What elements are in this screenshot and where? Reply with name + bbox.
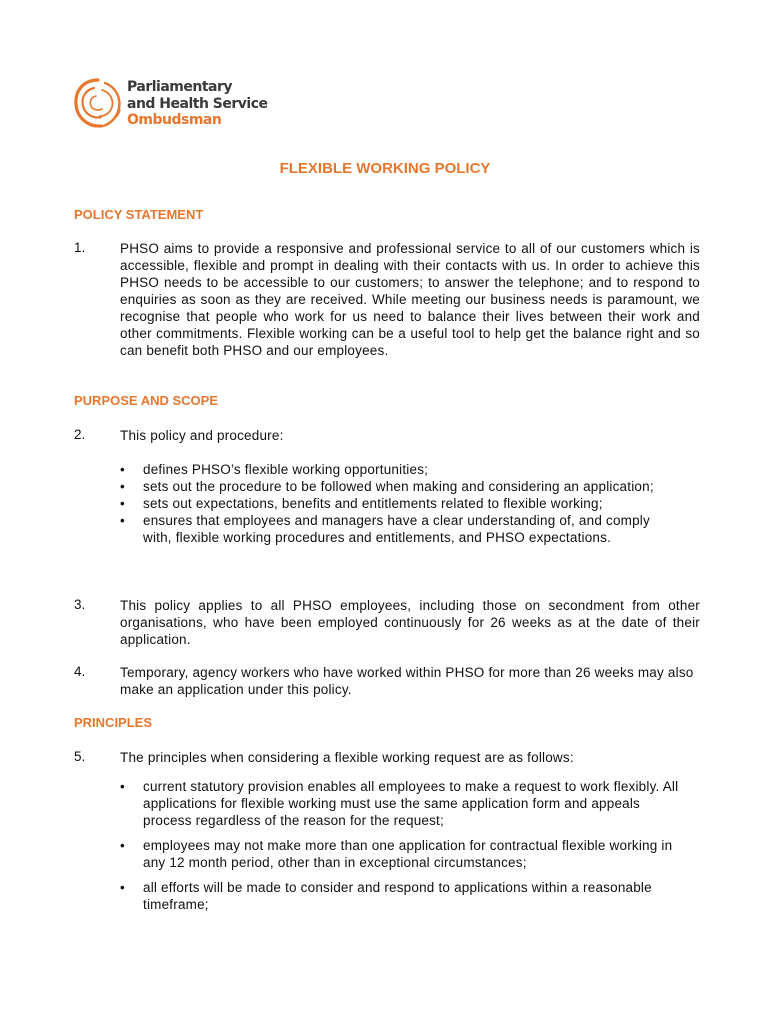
list-item bbox=[120, 461, 680, 478]
paragraph-2-text: This policy and procedure: bbox=[120, 428, 284, 443]
bullet-icon: • bbox=[120, 479, 125, 494]
paragraph-number-4: 4. bbox=[74, 664, 86, 679]
list-item-text: ensures that employees and managers have a clear understanding of, and comply with, flexible working procedures and entitlements, and PHSO expectations. bbox=[143, 513, 650, 545]
bullet-icon: • bbox=[120, 838, 125, 853]
paragraph-number-5: 5. bbox=[74, 749, 86, 764]
heading-policy-statement: POLICY STATEMENT bbox=[74, 207, 204, 222]
heading-purpose-and-scope: PURPOSE AND SCOPE bbox=[74, 393, 218, 408]
list-item-text: sets out expectations, benefits and entitlements related to flexible working; bbox=[143, 496, 603, 511]
paragraph-4-text: Temporary, agency workers who have worked within PHSO for more than 26 weeks may also make an application under this policy. bbox=[120, 665, 694, 697]
list-item-text: defines PHSO’s flexible working opportunities; bbox=[143, 462, 429, 477]
bullet-icon: • bbox=[120, 779, 125, 794]
list-item bbox=[120, 879, 680, 913]
document-title: FLEXIBLE WORKING POLICY bbox=[279, 160, 491, 177]
paragraph-number-2: 2. bbox=[74, 427, 86, 442]
paragraph-1-text: PHSO aims to provide a responsive and professional service to all of our customers which is accessible, flexible and prompt in dealing with their contacts with us. In order to achieve this PHSO needs to be accessible to our customers; to answer the telephone; and to respond to enquiries as soon as they are received. While meeting our business needs is paramount, we recognise that people who work for us need to balance their lives between their work and other commitments. Flexible working can be a useful tool to help get the balance right and so can benefit both PHSO and our employees. bbox=[120, 241, 700, 358]
paragraph-5-bullet-list bbox=[120, 778, 680, 921]
phso-logo-mark-icon bbox=[72, 76, 124, 130]
logo-line-1: Parliamentary bbox=[127, 79, 233, 95]
logo-line-2: and Health Service bbox=[127, 95, 268, 112]
list-item-text: current statutory provision enables all employees to make a request to work flexibly. All applications for flexible working must use the same application form and appeals process regardless of the reason for the request; bbox=[143, 779, 679, 828]
bullet-icon: • bbox=[120, 513, 125, 528]
paragraph-number-3: 3. bbox=[74, 597, 86, 612]
bullet-icon: • bbox=[120, 462, 125, 477]
list-item-text: employees may not make more than one application for contractual flexible working in any 12 month period, other than in exceptional circumstances; bbox=[143, 838, 673, 870]
list-item-text: all efforts will be made to consider and respond to applications within a reasonable timeframe; bbox=[143, 880, 652, 912]
bullet-icon: • bbox=[120, 496, 125, 511]
list-item bbox=[120, 478, 680, 495]
paragraph-number-1: 1. bbox=[74, 240, 86, 255]
bullet-icon: • bbox=[120, 880, 125, 895]
list-item-text: sets out the procedure to be followed when making and considering an application; bbox=[143, 479, 654, 494]
phso-logo bbox=[72, 76, 272, 134]
logo-line-3: Ombudsman bbox=[127, 112, 222, 128]
list-item bbox=[120, 837, 680, 871]
paragraph-3-text: This policy applies to all PHSO employees, including those on secondment from other organisations, who have been employed continuously for 26 weeks as at the date of their application. bbox=[120, 598, 700, 647]
heading-principles: PRINCIPLES bbox=[74, 715, 153, 730]
paragraph-5-text: The principles when considering a flexible working request are as follows: bbox=[120, 750, 574, 765]
list-item bbox=[120, 778, 680, 829]
paragraph-2-bullet-list bbox=[120, 461, 680, 546]
list-item bbox=[120, 495, 680, 512]
list-item bbox=[120, 512, 680, 546]
